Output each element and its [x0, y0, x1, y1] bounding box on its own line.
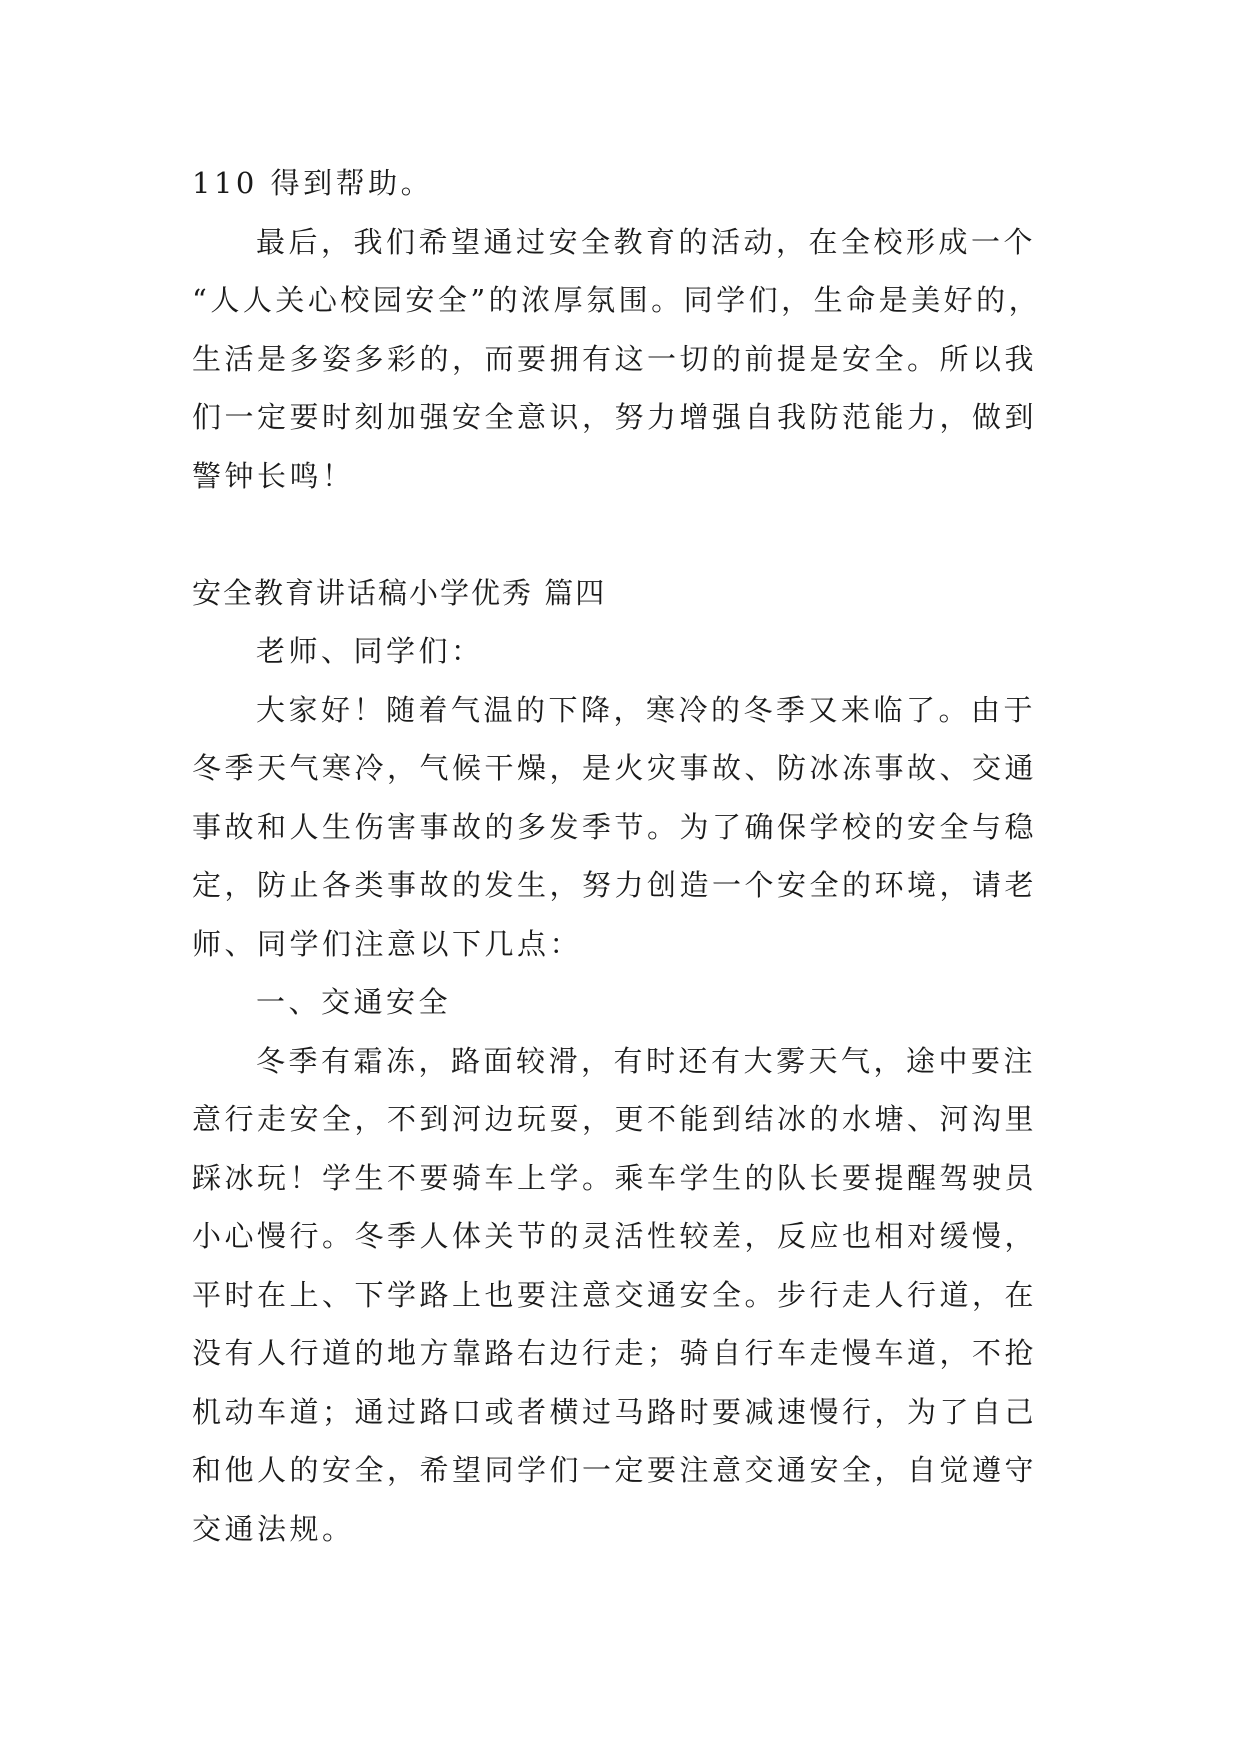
paragraph-line: 110 得到帮助。 [192, 166, 434, 200]
paragraph-line: 意行走安全，不到河边玩耍，更不能到结冰的水塘、河沟里 [192, 1102, 1038, 1136]
paragraph-line: 踩冰玩！学生不要骑车上学。乘车学生的队长要提醒驾驶员 [192, 1160, 1038, 1195]
paragraph-line: 冬季天气寒冷，气候干燥，是火灾事故、防冰冻事故、交通 [192, 751, 1038, 785]
paragraph-line: 机动车道；通过路口或者横过马路时要减速慢行，为了自己 [192, 1394, 1038, 1429]
document-body [192, 154, 1052, 1558]
section-title: 安全教育讲话稿小学优秀 篇四 [192, 575, 607, 610]
paragraph-line: 平时在上、下学路上也要注意交通安全。步行走人行道，在 [192, 1277, 1038, 1312]
paragraph-line: 小心慢行。冬季人体关节的灵活性较差，反应也相对缓慢， [192, 1219, 1038, 1253]
paragraph-line: 冬季有霜冻，路面较滑，有时还有大雾天气，途中要注 [256, 1043, 1037, 1078]
paragraph-line: 们一定要时刻加强安全意识，努力增强自我防范能力，做到 [192, 400, 1038, 434]
paragraph-line: 警钟长鸣！ [192, 458, 355, 493]
paragraph-line: “人人关心校园安全”的浓厚氛围。同学们，生命是美好的， [192, 283, 1042, 317]
paragraph-line: 交通法规。 [192, 1511, 355, 1546]
paragraph-spacer [192, 505, 1052, 564]
paragraph-line: 定，防止各类事故的发生，努力创造一个安全的环境，请老 [192, 868, 1038, 902]
paragraph-line: 最后，我们希望通过安全教育的活动，在全校形成一个 [256, 224, 1037, 259]
paragraph-line: 生活是多姿多彩的，而要拥有这一切的前提是安全。所以我 [192, 341, 1038, 376]
paragraph-line: 和他人的安全，希望同学们一定要注意交通安全，自觉遵守 [192, 1453, 1038, 1487]
paragraph-line: 大家好！随着气温的下降，寒冷的冬季又来临了。由于 [256, 692, 1037, 727]
paragraph-line: 事故和人生伤害事故的多发季节。为了确保学校的安全与稳 [192, 809, 1038, 844]
section-heading: 一、交通安全 [256, 985, 452, 1019]
salutation: 老师、同学们： [256, 634, 484, 668]
paragraph-line: 师、同学们注意以下几点： [192, 926, 583, 961]
paragraph-line: 没有人行道的地方靠路右边行走；骑自行车走慢车道，不抢 [192, 1336, 1038, 1370]
